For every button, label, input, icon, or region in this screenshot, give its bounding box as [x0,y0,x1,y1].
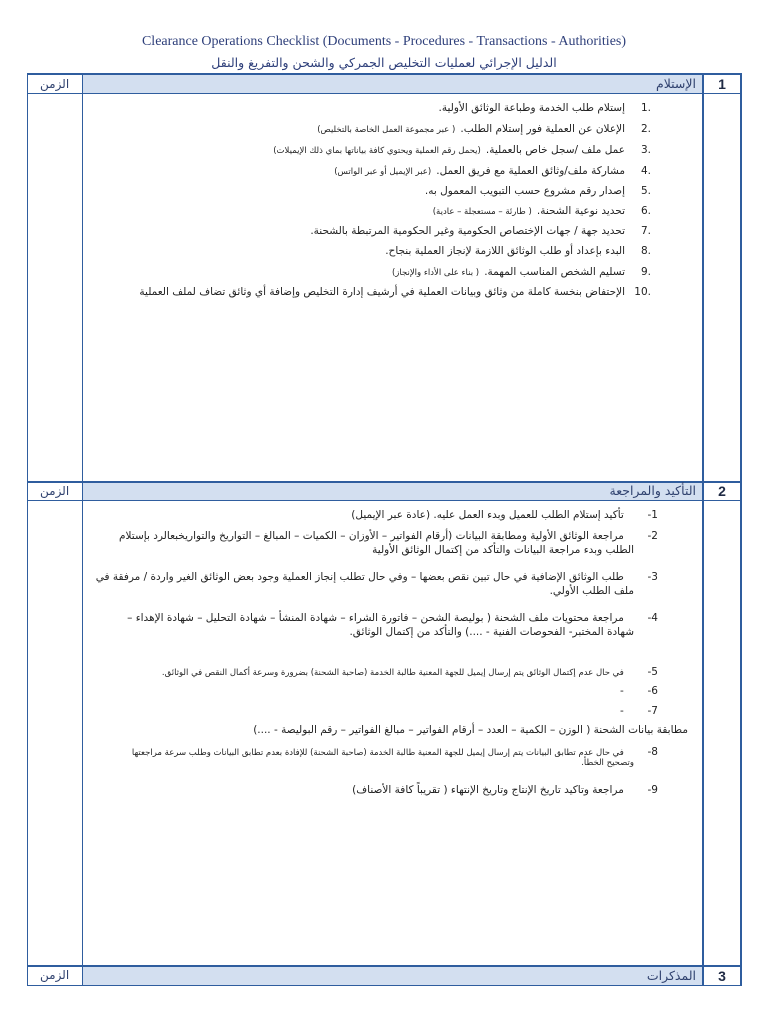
list-item: 10.الإحتفاض بنخسة كاملة من وثائق وبيانات العملية في أرشيف إدارة التخليص وإضافة أي وثائق تضاف لملف العملية [139,286,651,298]
list-item: -9 مراجعة وتاكيد تاريخ الإنتاج وتاريخ الإنتهاء ( تقريباً كافة الأصناف) [352,784,658,796]
table-border-right [740,73,742,986]
list-item: -2 مراجعة الوثائق الأولية ومطابقة البيانات (أرقام الفواتير – الأوزان – الكميات – المبالغ – التواريخ والتواريخبعالرد بإستلام [119,530,658,542]
list-item: 8.البدء بإعداد أو طلب الوثائق اللازمة لإنجاز العملية بنجاح. [385,245,651,257]
list-item: 1.إستلام طلب الخدمة وطباعة الوثائق الأولية. [438,102,651,114]
list-item: 6.تحديد نوعية الشحنة. ( طارئة – مستعجلة – عادية) [432,205,651,217]
document-title-arabic: الدليل الإجرائي لعمليات التخليص الجمركي والشحن والتفريغ والنقل [211,55,557,70]
section-3-title: المذكرات [646,968,696,983]
list-item: -1 تأكيد إستلام الطلب للعميل وبدء العمل عليه. (عادة عبر الإيميل) [351,509,658,521]
list-item: -6 - [620,685,658,697]
section-2-time-label: الزمن [40,484,70,498]
list-item: 3.عمل ملف /سجل خاص بالعملية. (يحمل رقم العملية ويحتوي كافة بياناتها بماي ذلك الإيميلات) [273,144,651,156]
section-3-header-band [83,967,702,985]
list-item: 7.تحديد جهة / جهات الإختصاص الحكومية وغير الحكومية المرتبطة بالشحنة. [310,225,651,237]
list-item-continuation: وتصحيح الخطأ. [581,758,634,768]
time-column-divider [82,73,83,986]
list-item: -8 في حال عدم تطابق البيانات يتم إرسال إيميل للجهة المعنية طالبة الخدمة (صاحبة الشحنة) للإفادة بعدم تطابق البيانات وطلب سرعة مراجعتها [131,746,658,758]
section-2-header-bottom [27,500,742,501]
list-item: -4 مراجعة محتويات ملف الشحنة ( بوليصة الشحن – فاتورة الشراء – شهادة المنشأ – شهادة التحليل – شهادة الإهداء – [127,612,658,624]
number-column-divider [702,73,704,986]
section-1-number: 1 [718,76,726,92]
section-1-header-bottom [27,93,742,94]
list-item: مطابقة بيانات الشحنة ( الوزن – الكمية – العدد – أرقام الفواتير – مبالغ الفواتير – رقم البوليصة - ....) [253,724,688,736]
section-3-number: 3 [718,968,726,984]
table-bottom-border [27,985,742,986]
list-item-continuation: شهادة المختبر- الفحوصات الفنية - ....) والتأكد من إكتمال الوثائق. [349,626,634,638]
list-item: 4.مشاركة ملف/وثائق العملية مع فريق العمل. (عبر الإيميل أو عبر الواتس) [334,165,651,177]
list-item: 9.تسليم الشخص المناسب المهمة. ( بناء على الأداء والإنجاز) [391,266,651,278]
list-item-continuation: الطلب وبدء مراجعة البيانات والتأكد من إكتمال الوثائق الأولية [372,544,634,556]
list-item: 5.إصدار رقم مشروع حسب التبويب المعمول به. [424,185,651,197]
section-3-time-label: الزمن [40,968,70,982]
section-1-title: الإستلام [655,76,696,91]
section-2-number: 2 [718,483,726,499]
section-1-header-band [83,75,702,93]
section-1-time-label: الزمن [40,77,70,91]
list-item: -5 في حال عدم إكتمال الوثائق يتم إرسال إيميل للجهة المعنية طالبة الخدمة (صاحبة الشحنة) بضرورة وسرعة أكمال النقص في الوثائق. [161,666,658,678]
list-item: -3 طلب الوثائق الإضافية في حال تبين نقص بعضها – وفي حال تطلب إنجاز العملية وجود بعض الوثائق الغير واردة / مرفقة في [95,571,658,583]
list-item-continuation: ملف الطلب الأولي. [549,585,634,597]
list-item: -7 - [620,705,658,717]
section-2-title: التأكيد والمراجعة [609,483,696,498]
list-item: 2.الإعلان عن العملية فور إستلام الطلب. ( عبر مجموعة العمل الخاصة بالتخليص) [317,123,651,135]
document-title-english: Clearance Operations Checklist (Documents - Procedures - Transactions - Authorities) [141,34,627,49]
table-border-left [27,73,28,986]
